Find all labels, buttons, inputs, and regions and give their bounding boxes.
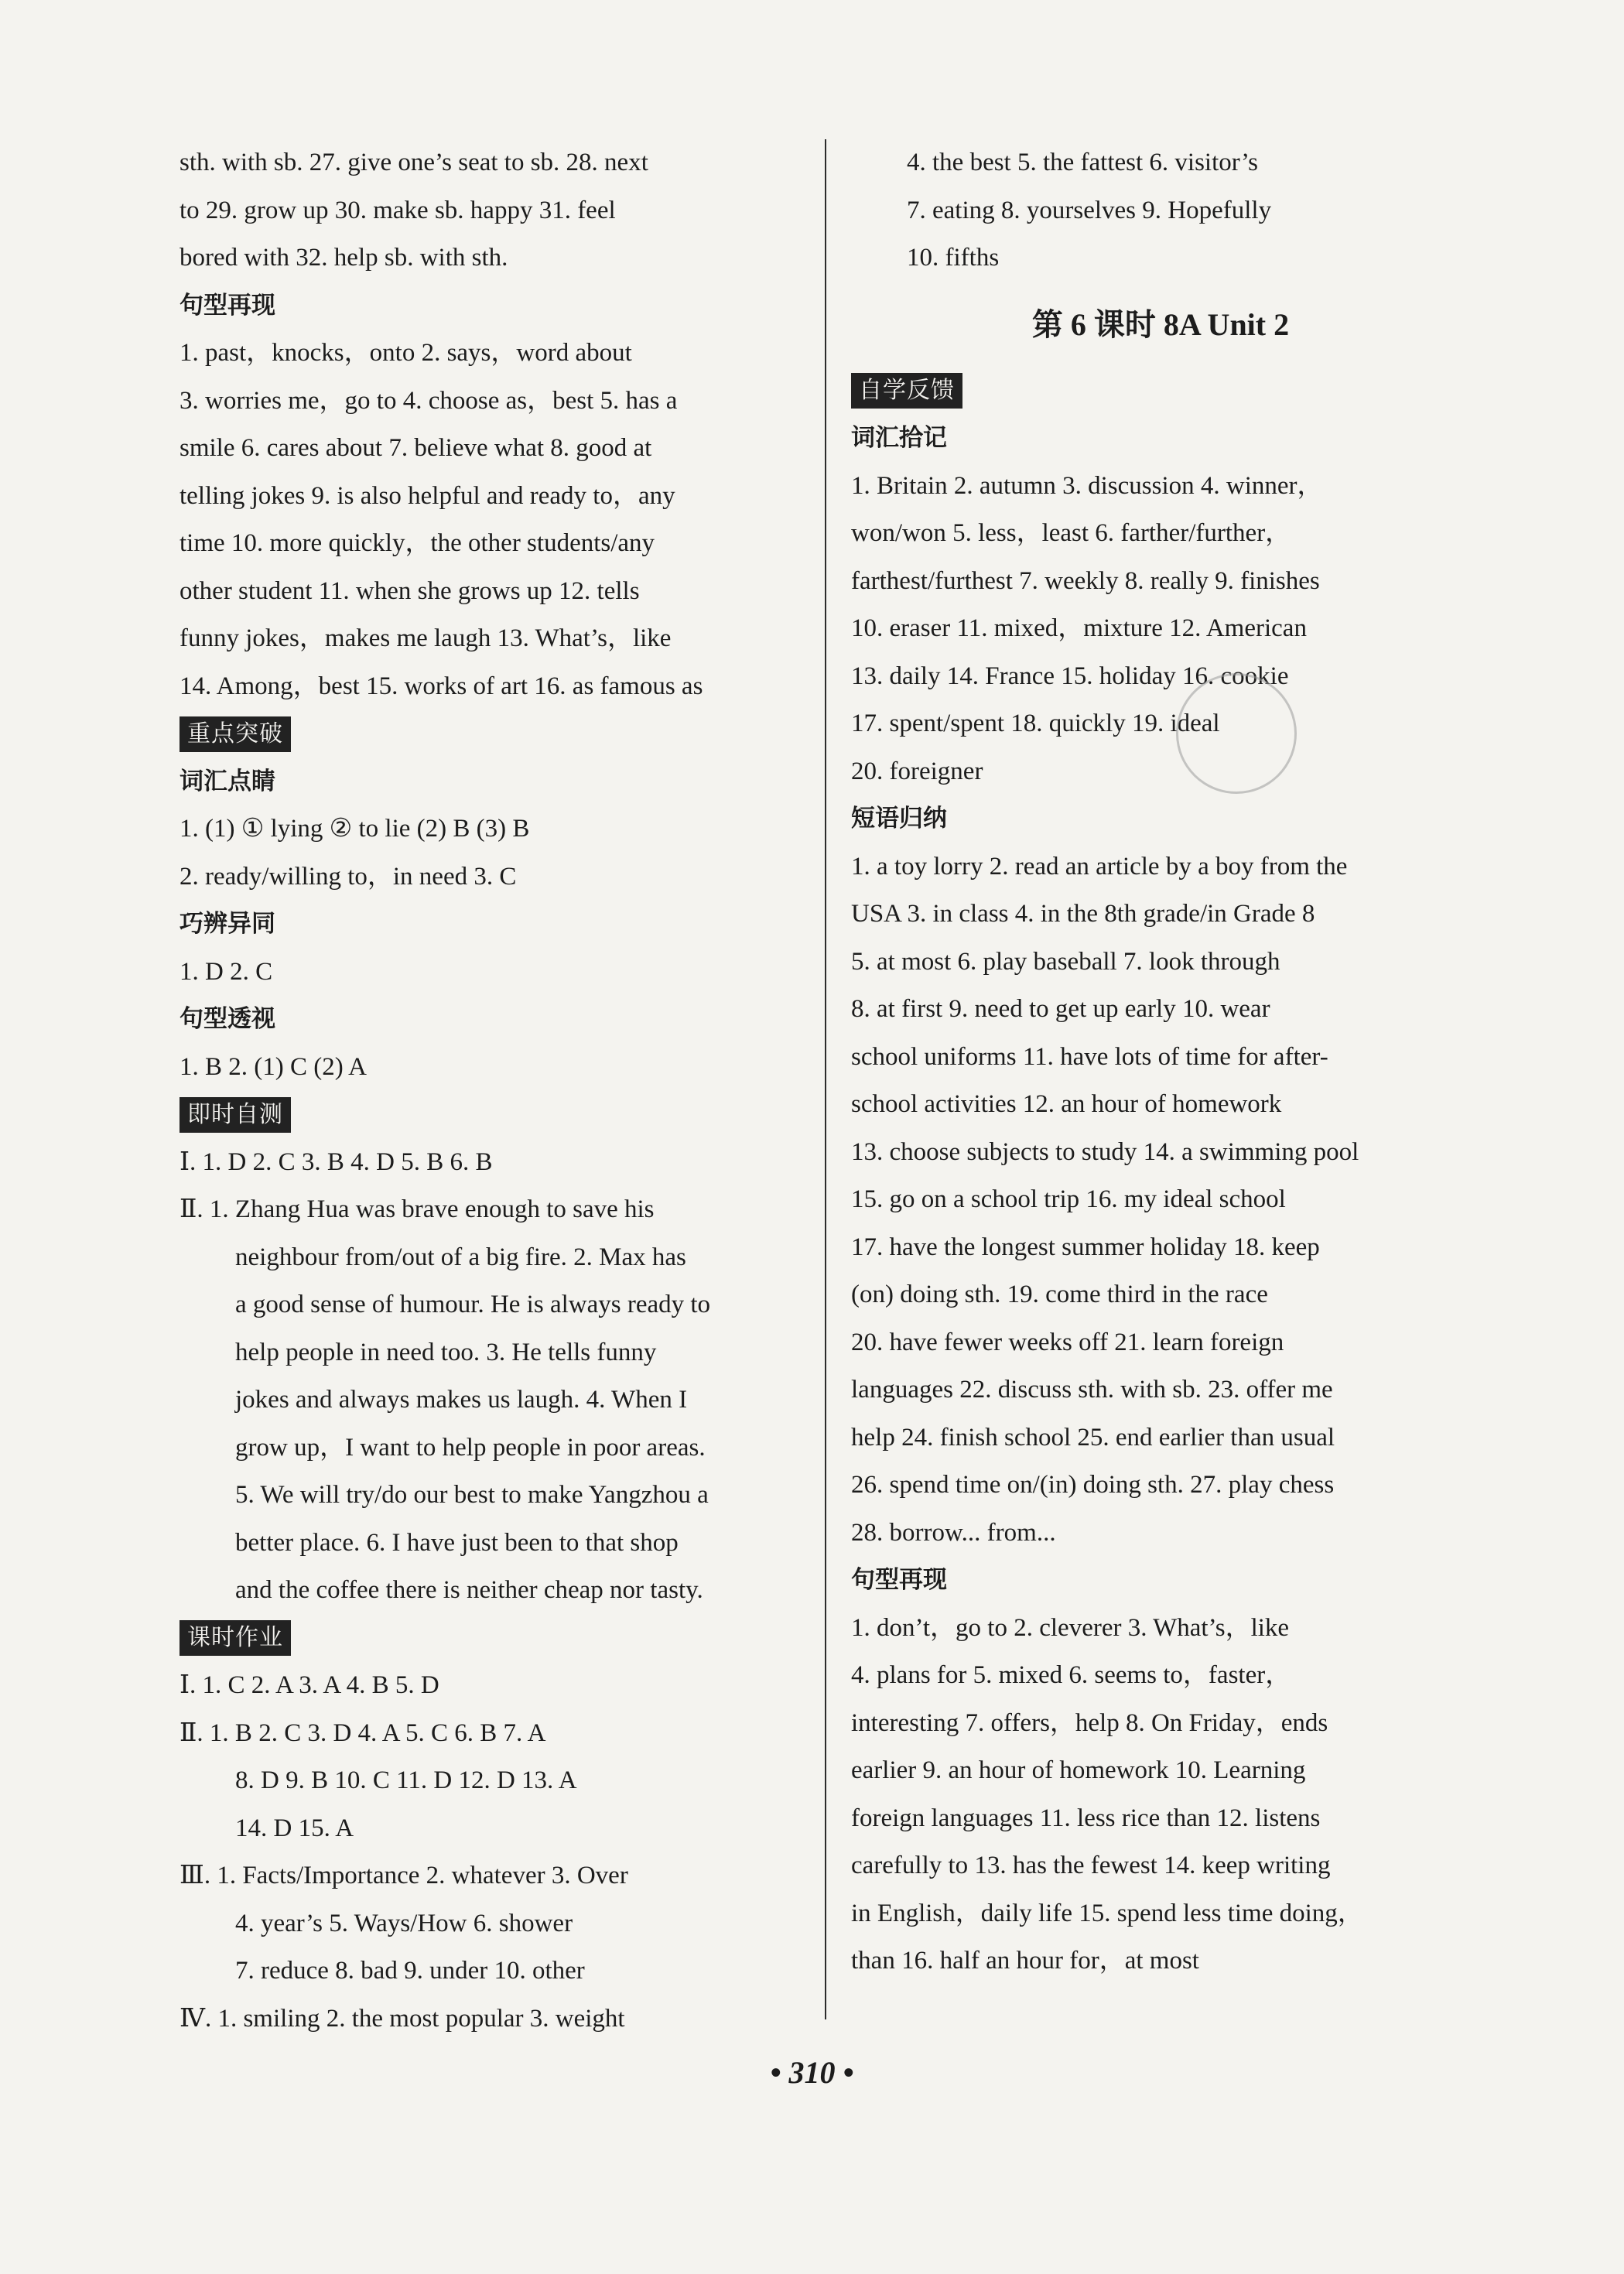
text-line: earlier 9. an hour of homework 10. Learning: [851, 1756, 1306, 1784]
text-line: school uniforms 11. have lots of time for after-: [851, 1042, 1328, 1071]
section-heading: 词汇拾记: [851, 424, 947, 452]
text-line: 20. have fewer weeks off 21. learn foreign: [851, 1328, 1284, 1356]
text-line: interesting 7. offers，help 8. On Friday，ends: [851, 1708, 1328, 1737]
text-line: neighbour from/out of a big fire. 2. Max has: [235, 1243, 686, 1271]
text-line: (on) doing sth. 19. come third in the race: [851, 1281, 1268, 1308]
text-line: 13. daily 14. France 15. holiday 16. cookie: [851, 662, 1289, 690]
right-column: [851, 139, 1470, 1985]
text-line: 4. the best 5. the fattest 6. visitor’s: [907, 149, 1258, 176]
text-line: 10. eraser 11. mixed，mixture 12. American: [851, 614, 1307, 642]
text-line: 1. don’t，go to 2. cleverer 3. What’s，like: [851, 1613, 1290, 1642]
column-divider: [825, 139, 826, 2019]
text-line: 3. worries me，go to 4. choose as，best 5. has a: [179, 386, 678, 415]
text-line: 17. have the longest summer holiday 18. keep: [851, 1233, 1320, 1261]
text-line: Ⅰ. 1. D 2. C 3. B 4. D 5. B 6. B: [179, 1147, 493, 1176]
text-line: other student 11. when she grows up 12. tells: [179, 576, 640, 605]
text-line: time 10. more quickly，the other students/any: [179, 529, 655, 557]
text-line: farthest/furthest 7. weekly 8. really 9. finishes: [851, 566, 1320, 595]
text-line: 14. D 15. A: [235, 1814, 354, 1842]
text-line: 20. foreigner: [851, 757, 983, 785]
text-line: a good sense of humour. He is always ready to: [235, 1291, 711, 1318]
text-line: carefully to 13. has the fewest 14. keep writing: [851, 1852, 1331, 1879]
text-line: bored with 32. help sb. with sth.: [179, 244, 508, 272]
text-line: 15. go on a school trip 16. my ideal school: [851, 1185, 1286, 1213]
lesson-title: 第 6 课时 8A Unit 2: [1031, 306, 1290, 342]
text-line: foreign languages 11. less rice than 12. listens: [851, 1804, 1321, 1832]
text-line: to 29. grow up 30. make sb. happy 31. feel: [179, 196, 616, 224]
text-line: sth. with sb. 27. give one’s seat to sb. 28. next: [179, 149, 648, 176]
text-line: Ⅲ. 1. Facts/Importance 2. whatever 3. Over: [179, 1862, 628, 1889]
section-heading: 句型再现: [179, 291, 275, 320]
text-line: Ⅳ. 1. smiling 2. the most popular 3. weight: [179, 2004, 625, 2033]
text-line: 7. reduce 8. bad 9. under 10. other: [235, 1957, 585, 1985]
section-box-label: 重点突破: [179, 716, 291, 752]
text-line: better place. 6. I have just been to that shop: [235, 1528, 679, 1557]
text-line: 7. eating 8. yourselves 9. Hopefully: [907, 196, 1272, 224]
text-line: Ⅱ. 1. Zhang Hua was brave enough to save his: [179, 1195, 655, 1223]
text-line: 1. past，knocks，onto 2. says，word about: [179, 339, 632, 367]
text-line: in English，daily life 15. spend less time doing，: [851, 1899, 1363, 1927]
text-line: 26. spend time on/(in) doing sth. 27. play chess: [851, 1471, 1335, 1499]
text-line: school activities 12. an hour of homework: [851, 1090, 1282, 1118]
text-line: funny jokes，makes me laugh 13. What’s，like: [179, 624, 672, 652]
text-line: 1. B 2. (1) C (2) A: [179, 1052, 367, 1081]
text-line: 8. at first 9. need to get up early 10. wear: [851, 995, 1270, 1023]
text-line: Ⅱ. 1. B 2. C 3. D 4. A 5. C 6. B 7. A: [179, 1718, 546, 1747]
text-line: jokes and always makes us laugh. 4. When I: [235, 1386, 688, 1414]
text-line: 1. Britain 2. autumn 3. discussion 4. winner，: [851, 471, 1323, 500]
section-heading: 短语归纳: [851, 805, 947, 833]
text-line: 8. D 9. B 10. C 11. D 12. D 13. A: [235, 1766, 577, 1794]
text-line: USA 3. in class 4. in the 8th grade/in Grade 8: [851, 900, 1315, 928]
left-column: [179, 139, 798, 2043]
text-line: help 24. finish school 25. end earlier than usual: [851, 1423, 1335, 1452]
text-line: 4. plans for 5. mixed 6. seems to，faster，: [851, 1661, 1291, 1689]
text-line: and the coffee there is neither cheap nor tasty.: [235, 1576, 703, 1604]
section-heading: 句型透视: [179, 1005, 275, 1033]
page-number: • 310 •: [770, 2055, 854, 2090]
text-line: 5. at most 6. play baseball 7. look through: [851, 947, 1280, 976]
text-line: help people in need too. 3. He tells funny: [235, 1338, 657, 1366]
text-line: 28. borrow... from...: [851, 1518, 1056, 1547]
text-line: won/won 5. less，least 6. farther/further，: [851, 519, 1291, 547]
text-line: 10. fifths: [907, 244, 1000, 272]
text-line: 1. (1) ① lying ② to lie (2) B (3) B: [179, 815, 530, 843]
text-line: languages 22. discuss sth. with sb. 23. offer me: [851, 1376, 1333, 1404]
section-heading: 巧辨异同: [179, 910, 275, 938]
text-line: 1. a toy lorry 2. read an article by a boy from the: [851, 852, 1348, 881]
text-line: telling jokes 9. is also helpful and ready to，any: [179, 481, 675, 510]
section-heading: 句型再现: [851, 1566, 947, 1594]
section-box-label: 即时自测: [179, 1097, 291, 1133]
text-line: than 16. half an hour for，at most: [851, 1947, 1199, 1975]
text-line: Ⅰ. 1. C 2. A 3. A 4. B 5. D: [179, 1671, 439, 1699]
section-box-label: 课时作业: [179, 1620, 291, 1656]
text-line: grow up，I want to help people in poor areas.: [235, 1433, 706, 1462]
text-line: 4. year’s 5. Ways/How 6. shower: [235, 1909, 573, 1937]
text-line: smile 6. cares about 7. believe what 8. good at: [179, 434, 652, 462]
text-line: 5. We will try/do our best to make Yangzhou a: [235, 1481, 709, 1509]
text-line: 2. ready/willing to，in need 3. C: [179, 862, 517, 891]
text-line: 17. spent/spent 18. quickly 19. ideal: [851, 710, 1220, 737]
section-box-label: 自学反馈: [851, 373, 962, 409]
text-line: 1. D 2. C: [179, 957, 273, 986]
text-line: 14. Among，best 15. works of art 16. as famous as: [179, 672, 703, 700]
text-line: 13. choose subjects to study 14. a swimming pool: [851, 1137, 1359, 1166]
section-heading: 词汇点睛: [179, 767, 275, 795]
